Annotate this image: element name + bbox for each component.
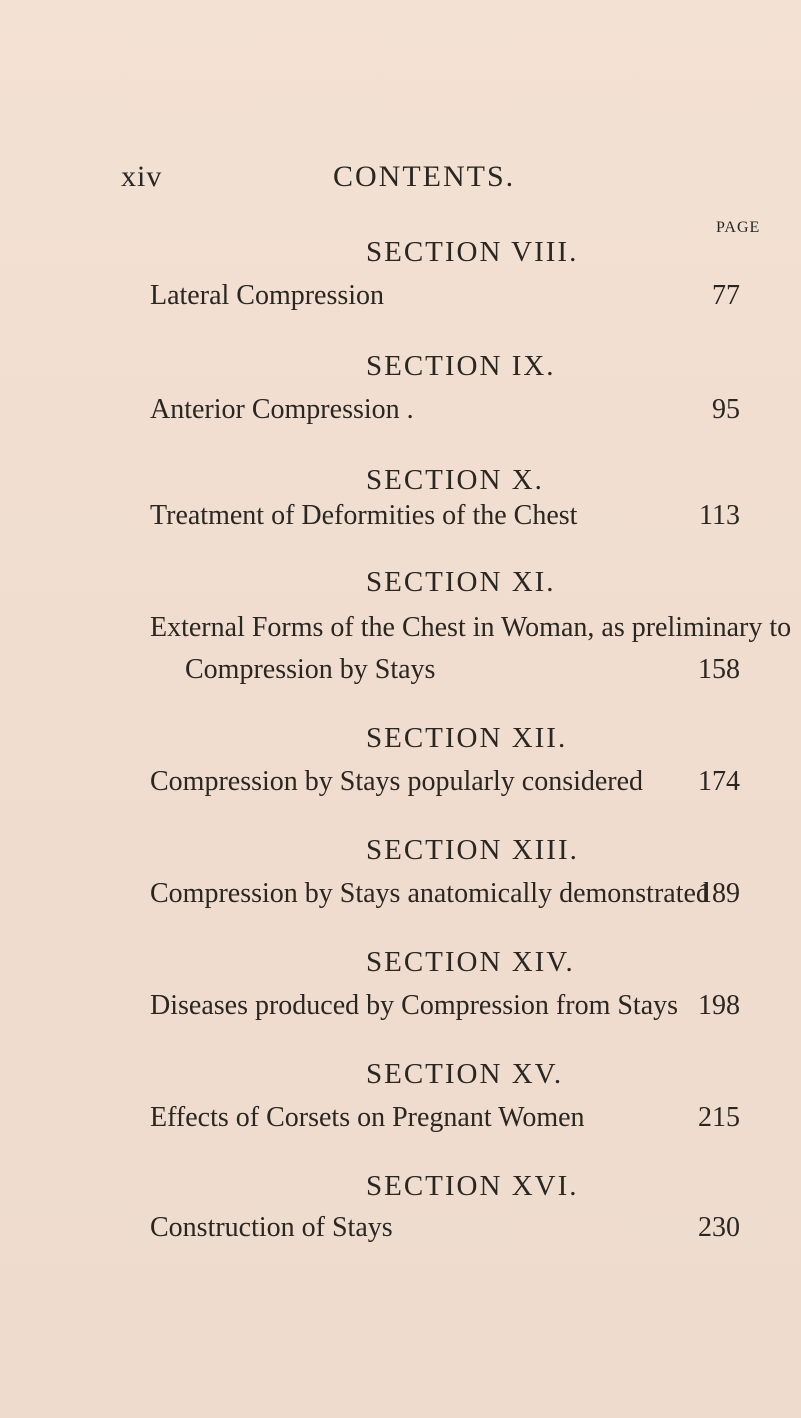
toc-entry — [185, 654, 770, 686]
toc-entry-page: 189 — [698, 878, 740, 909]
page-title: CONTENTS. — [333, 160, 516, 193]
toc-entry-title: Compression by Stays anatomically demonstrated — [150, 878, 710, 909]
toc-entry-page: 158 — [698, 654, 740, 685]
toc-entry-page: 113 — [699, 500, 740, 531]
toc-entry-title: Construction of Stays — [150, 1212, 393, 1243]
toc-entry-page: 174 — [698, 766, 740, 797]
toc-entry — [150, 1212, 770, 1244]
section-heading: SECTION XI. — [366, 566, 556, 598]
toc-entry-title: Lateral Compression — [150, 280, 385, 311]
toc-entry-title: Compression by Stays popularly considered — [150, 766, 644, 797]
section-heading: SECTION X. — [366, 464, 544, 496]
section-heading: SECTION VIII. — [366, 236, 579, 268]
toc-entry-page: 215 — [698, 1102, 740, 1133]
section-heading: SECTION IX. — [366, 350, 556, 382]
toc-entry-title: Compression by Stays — [185, 654, 436, 685]
toc-entry — [150, 500, 770, 532]
toc-entry-page: 230 — [698, 1212, 740, 1243]
toc-entry — [150, 1102, 770, 1134]
section-heading: SECTION XII. — [366, 722, 568, 754]
toc-entry — [150, 990, 770, 1022]
toc-entry — [150, 766, 770, 798]
toc-entry — [150, 394, 770, 426]
toc-entry — [150, 280, 770, 312]
section-heading: SECTION XIV. — [366, 946, 575, 978]
page-number: xiv — [121, 160, 163, 193]
toc-entry — [150, 878, 770, 910]
toc-entry-page: 95 — [712, 394, 740, 425]
toc-entry-page: 198 — [698, 990, 740, 1021]
section-heading: SECTION XVI. — [366, 1170, 579, 1202]
toc-entry-line1: External Forms of the Chest in Woman, as preliminary to — [150, 612, 792, 643]
section-heading: SECTION XV. — [366, 1058, 564, 1090]
toc-entry-title: Diseases produced by Compression from Stays — [150, 990, 679, 1021]
toc-entry-title: Anterior Compression . — [150, 394, 414, 425]
toc-entry-title: Effects of Corsets on Pregnant Women — [150, 1102, 585, 1133]
section-heading: SECTION XIII. — [366, 834, 579, 866]
toc-entry-page: 77 — [712, 280, 740, 311]
page-column-label: PAGE — [716, 219, 761, 236]
toc-entry-title: Treatment of Deformities of the Chest — [150, 500, 578, 531]
